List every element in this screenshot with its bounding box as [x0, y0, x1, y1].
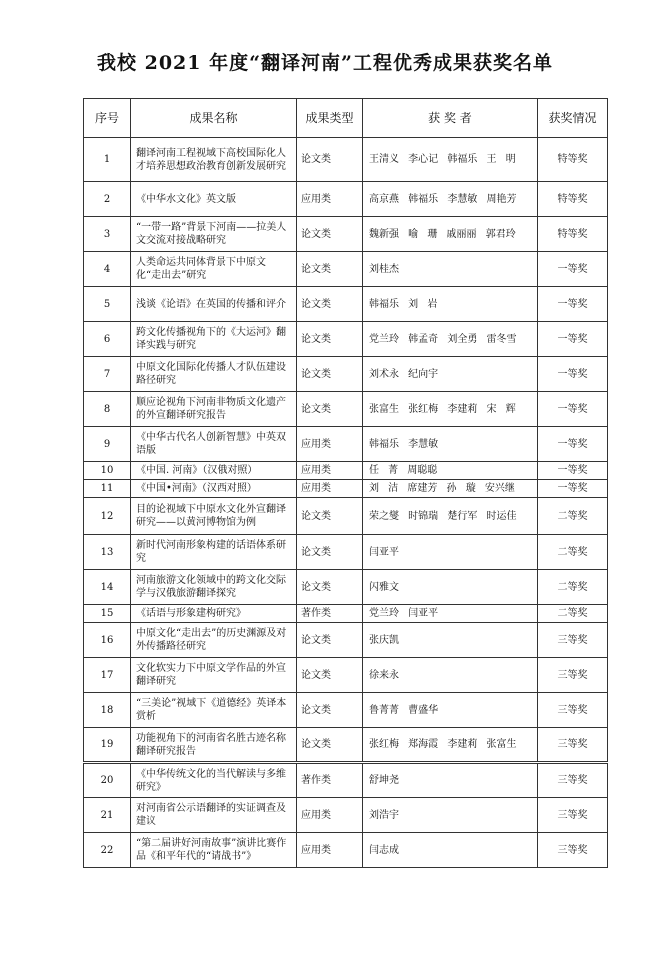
- achievement-name: 中原文化“走出去”的历史渊源及对外传播路径研究: [131, 623, 297, 658]
- achievement-name: 《中华古代名人创新智慧》中英双语版: [131, 427, 297, 462]
- award-level: 一等奖: [538, 462, 608, 480]
- achievement-name: 《话语与形象建构研究》: [131, 605, 297, 623]
- header-winners: 获 奖 者: [363, 99, 538, 138]
- winners: 张庆凯: [363, 623, 538, 658]
- achievement-type: 论文类: [297, 322, 363, 357]
- achievement-name: 对河南省公示语翻译的实证调查及建议: [131, 798, 297, 833]
- table-row: [84, 605, 608, 623]
- award-level: 三等奖: [538, 833, 608, 868]
- awards-table: [83, 98, 608, 868]
- winners: 韩福乐 李慧敏: [363, 427, 538, 462]
- row-number: 9: [84, 427, 131, 462]
- award-level: 三等奖: [538, 763, 608, 798]
- row-number: 3: [84, 217, 131, 252]
- achievement-name: 《中华水文化》英文版: [131, 182, 297, 217]
- achievement-type: 应用类: [297, 833, 363, 868]
- table-body: [84, 138, 608, 868]
- achievement-name: 翻译河南工程视域下高校国际化人才培养思想政治教育创新发展研究: [131, 138, 297, 182]
- row-number: 13: [84, 535, 131, 570]
- table-row: [84, 357, 608, 392]
- award-level: 一等奖: [538, 357, 608, 392]
- winners: 荣之燮 时锦瑞 楚行军 时运佳: [363, 498, 538, 535]
- table-row: [84, 217, 608, 252]
- award-level: 三等奖: [538, 693, 608, 728]
- table-row: [84, 427, 608, 462]
- winners: 舒坤尧: [363, 763, 538, 798]
- header-seq: 序号: [84, 99, 131, 138]
- achievement-name: “一带一路”背景下河南——拉美人文交流对接战略研究: [131, 217, 297, 252]
- row-number: 17: [84, 658, 131, 693]
- achievement-type: 应用类: [297, 182, 363, 217]
- achievement-name: 顺应论视角下河南非物质文化遗产的外宣翻译研究报告: [131, 392, 297, 427]
- table-row: [84, 658, 608, 693]
- row-number: 2: [84, 182, 131, 217]
- winners: 张红梅 郑海霞 李建莉 张富生: [363, 728, 538, 763]
- achievement-type: 论文类: [297, 252, 363, 287]
- winners: 刘桂杰: [363, 252, 538, 287]
- achievement-type: 论文类: [297, 570, 363, 605]
- row-number: 14: [84, 570, 131, 605]
- achievement-type: 论文类: [297, 535, 363, 570]
- award-level: 二等奖: [538, 535, 608, 570]
- achievement-type: 论文类: [297, 623, 363, 658]
- table-row: [84, 535, 608, 570]
- table-row: [84, 498, 608, 535]
- achievement-type: 应用类: [297, 462, 363, 480]
- achievement-type: 应用类: [297, 798, 363, 833]
- header-name: 成果名称: [131, 99, 297, 138]
- achievement-type: 论文类: [297, 498, 363, 535]
- achievement-type: 论文类: [297, 138, 363, 182]
- achievement-type: 论文类: [297, 287, 363, 322]
- table-row: [84, 182, 608, 217]
- winners: 党兰玲 闫亚平: [363, 605, 538, 623]
- row-number: 11: [84, 480, 131, 498]
- winners: 徐来永: [363, 658, 538, 693]
- achievement-type: 论文类: [297, 658, 363, 693]
- achievement-type: 论文类: [297, 217, 363, 252]
- award-level: 一等奖: [538, 252, 608, 287]
- award-level: 特等奖: [538, 217, 608, 252]
- award-level: 一等奖: [538, 480, 608, 498]
- row-number: 4: [84, 252, 131, 287]
- row-number: 22: [84, 833, 131, 868]
- table-row: [84, 798, 608, 833]
- award-level: 三等奖: [538, 798, 608, 833]
- winners: 刘术永 纪向宇: [363, 357, 538, 392]
- achievement-name: 《中国•河南》（汉西对照）: [131, 480, 297, 498]
- achievement-name: 人类命运共同体背景下中原文化“走出去”研究: [131, 252, 297, 287]
- winners: 刘 洁 席建芳 孙 璇 安兴继: [363, 480, 538, 498]
- award-level: 三等奖: [538, 658, 608, 693]
- table-row: [84, 623, 608, 658]
- winners: 魏新强 喻 珊 戚丽丽 郭君玲: [363, 217, 538, 252]
- row-number: 19: [84, 728, 131, 763]
- achievement-name: 河南旅游文化领域中的跨文化交际学与汉俄旅游翻译探究: [131, 570, 297, 605]
- row-number: 7: [84, 357, 131, 392]
- award-level: 一等奖: [538, 322, 608, 357]
- achievement-type: 应用类: [297, 480, 363, 498]
- table-row: [84, 570, 608, 605]
- achievement-type: 论文类: [297, 693, 363, 728]
- winners: 刘浩宇: [363, 798, 538, 833]
- achievement-name: 《中华传统文化的当代解读与多维研究》: [131, 763, 297, 798]
- table-row: [84, 728, 608, 763]
- table-row: [84, 693, 608, 728]
- winners: 闪雅文: [363, 570, 538, 605]
- achievement-name: 跨文化传播视角下的《大运河》翻译实践与研究: [131, 322, 297, 357]
- achievement-name: “第二届讲好河南故事”演讲比赛作品《和平年代的“请战书”》: [131, 833, 297, 868]
- achievement-name: 目的论视域下中原水文化外宣翻译研究——以黄河博物馆为例: [131, 498, 297, 535]
- award-level: 二等奖: [538, 498, 608, 535]
- header-row: [84, 99, 608, 138]
- row-number: 10: [84, 462, 131, 480]
- table-row: [84, 392, 608, 427]
- achievement-name: 功能视角下的河南省名胜古迹名称翻译研究报告: [131, 728, 297, 763]
- table-row: [84, 287, 608, 322]
- winners: 韩福乐 刘 岩: [363, 287, 538, 322]
- winners: 闫志成: [363, 833, 538, 868]
- award-level: 二等奖: [538, 570, 608, 605]
- table-row: [84, 252, 608, 287]
- table-row: [84, 462, 608, 480]
- winners: 高京燕 韩福乐 李慧敏 周艳芳: [363, 182, 538, 217]
- table-row: [84, 833, 608, 868]
- row-number: 8: [84, 392, 131, 427]
- winners: 任 菁 周聪聪: [363, 462, 538, 480]
- achievement-type: 论文类: [297, 357, 363, 392]
- header-type: 成果类型: [297, 99, 363, 138]
- achievement-name: 中原文化国际化传播人才队伍建设路径研究: [131, 357, 297, 392]
- table-row: [84, 480, 608, 498]
- row-number: 5: [84, 287, 131, 322]
- row-number: 20: [84, 763, 131, 798]
- achievement-type: 论文类: [297, 392, 363, 427]
- winners: 张富生 张红梅 李建莉 宋 辉: [363, 392, 538, 427]
- table-row: [84, 322, 608, 357]
- award-level: 特等奖: [538, 182, 608, 217]
- row-number: 18: [84, 693, 131, 728]
- award-level: 特等奖: [538, 138, 608, 182]
- award-level: 三等奖: [538, 623, 608, 658]
- achievement-name: 文化软实力下中原文学作品的外宣翻译研究: [131, 658, 297, 693]
- header-award: 获奖情况: [538, 99, 608, 138]
- award-level: 一等奖: [538, 427, 608, 462]
- achievement-name: 《中国. 河南》（汉俄对照）: [131, 462, 297, 480]
- row-number: 15: [84, 605, 131, 623]
- table-row: [84, 763, 608, 798]
- row-number: 12: [84, 498, 131, 535]
- achievement-name: “三美论”视域下《道德经》英译本赏析: [131, 693, 297, 728]
- award-level: 一等奖: [538, 392, 608, 427]
- winners: 王清义 李心记 韩福乐 王 明: [363, 138, 538, 182]
- achievement-type: 论文类: [297, 728, 363, 763]
- row-number: 16: [84, 623, 131, 658]
- row-number: 1: [84, 138, 131, 182]
- row-number: 21: [84, 798, 131, 833]
- winners: 闫亚平: [363, 535, 538, 570]
- award-level: 一等奖: [538, 287, 608, 322]
- award-level: 二等奖: [538, 605, 608, 623]
- table-row: [84, 138, 608, 182]
- winners: 鲁菁菁 曹盛华: [363, 693, 538, 728]
- award-level: 三等奖: [538, 728, 608, 763]
- achievement-type: 著作类: [297, 763, 363, 798]
- document-title: 我校 2021 年度“翻译河南”工程优秀成果获奖名单: [97, 52, 553, 74]
- achievement-name: 浅谈《论语》在英国的传播和评介: [131, 287, 297, 322]
- achievement-type: 著作类: [297, 605, 363, 623]
- achievement-name: 新时代河南形象构建的话语体系研究: [131, 535, 297, 570]
- row-number: 6: [84, 322, 131, 357]
- winners: 党兰玲 韩孟奇 刘全勇 雷冬雪: [363, 322, 538, 357]
- achievement-type: 应用类: [297, 427, 363, 462]
